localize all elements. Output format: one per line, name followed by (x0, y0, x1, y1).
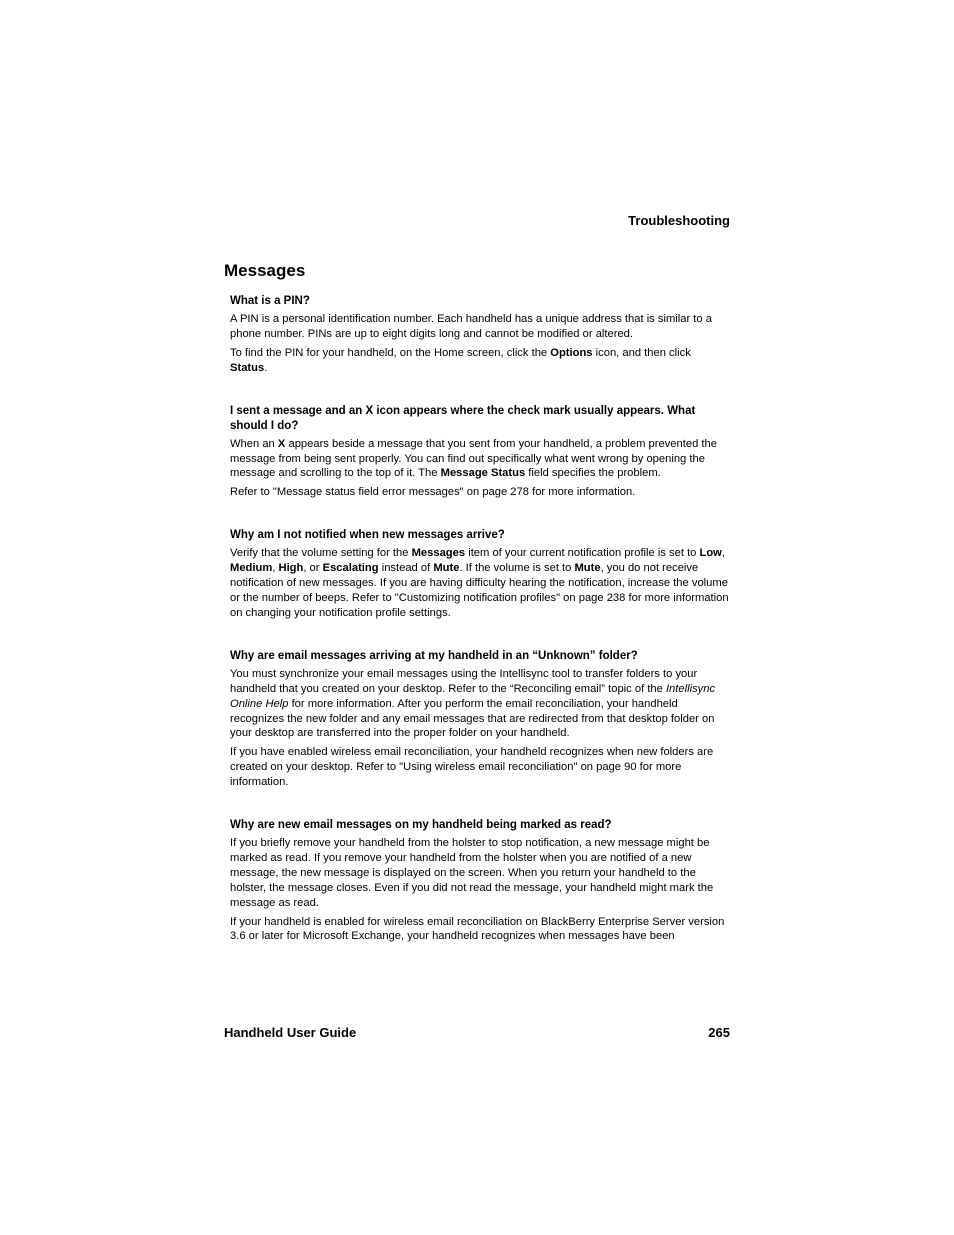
question-x-icon: I sent a message and an X icon appears where the check mark usually appears. What should I do? (230, 404, 696, 432)
status-term: Status (230, 361, 265, 374)
answer-unknown-folder-p2: If you have enabled wireless email reconciliation, your handheld recognizes when new folders are created on your desktop. Refer to "Using wireless email reconciliation" on page 90 for more information. (230, 746, 714, 789)
answer-pin-p2: To find the PIN for your handheld, on the Home screen, click the Options icon, and then click Status. (230, 346, 691, 374)
options-term: Options (550, 346, 593, 359)
footer-title: Handheld User Guide (224, 1025, 357, 1040)
answer-unknown-folder-p1: You must synchronize your email messages using the Intellisync tool to transfer folders to your handheld that you created on your desktop. Refer to the “Reconciling email” topic of the Intellisync Online Help for more information. After you perform the email reconciliation, your handheld recognizes the new folder and any email messages that are redirected from that desktop folder on your desktop are transferred into the proper folder on your handheld. (230, 667, 716, 740)
question-not-notified: Why am I not notified when new messages arrive? (230, 529, 505, 542)
answer-x-icon-p2: Refer to "Message status field error messages" on page 278 for more information. (230, 486, 636, 499)
page-footer (224, 1025, 730, 1040)
answer-marked-read-p1: If you briefly remove your handheld from the holster to stop notification, a new message might be marked as read. If you remove your handheld from the holster when you are notified of a new message, the new message is displayed on the screen. When you return your handheld to the holster, the message closes. Even if you did not read the message, your handheld might mark the message as read. (230, 837, 714, 909)
running-header: Troubleshooting (628, 213, 730, 228)
answer-pin-p1: A PIN is a personal identification number. Each handheld has a unique address that is similar to a phone number. PINs are up to eight digits long and cannot be modified or altered. (230, 313, 712, 340)
answer-not-notified-p1: Verify that the volume setting for the Messages item of your current notification profile is set to Low, Medium, High, or Escalating instead of Mute. If the volume is set to Mute, you do not receive notification of new messages. If you are having difficulty hearing the notification, increase the volume or the number of beeps. Refer to "Customizing notification profiles" on page 238 for more information on changing your notification profile settings. (230, 547, 729, 619)
page-title: Messages (224, 261, 306, 280)
question-unknown-folder: Why are email messages arriving at my handheld in an “Unknown” folder? (230, 649, 638, 662)
answer-marked-read-p2: If your handheld is enabled for wireless email reconciliation on BlackBerry Enterprise Server version 3.6 or later for Microsoft Exchange, your handheld recognizes when messages have been (230, 915, 725, 943)
page-number: 265 (708, 1025, 730, 1040)
answer-x-icon-p1: When an X appears beside a message that you sent from your handheld, a problem prevented the message from being sent properly. You can find out specifically what went wrong by opening the message and scrolling to the top of it. The Message Status field specifies the problem. (230, 437, 717, 480)
main-content (230, 294, 730, 948)
question-pin: What is a PIN? (230, 295, 310, 307)
question-marked-read: Why are new email messages on my handheld being marked as read? (230, 819, 612, 832)
